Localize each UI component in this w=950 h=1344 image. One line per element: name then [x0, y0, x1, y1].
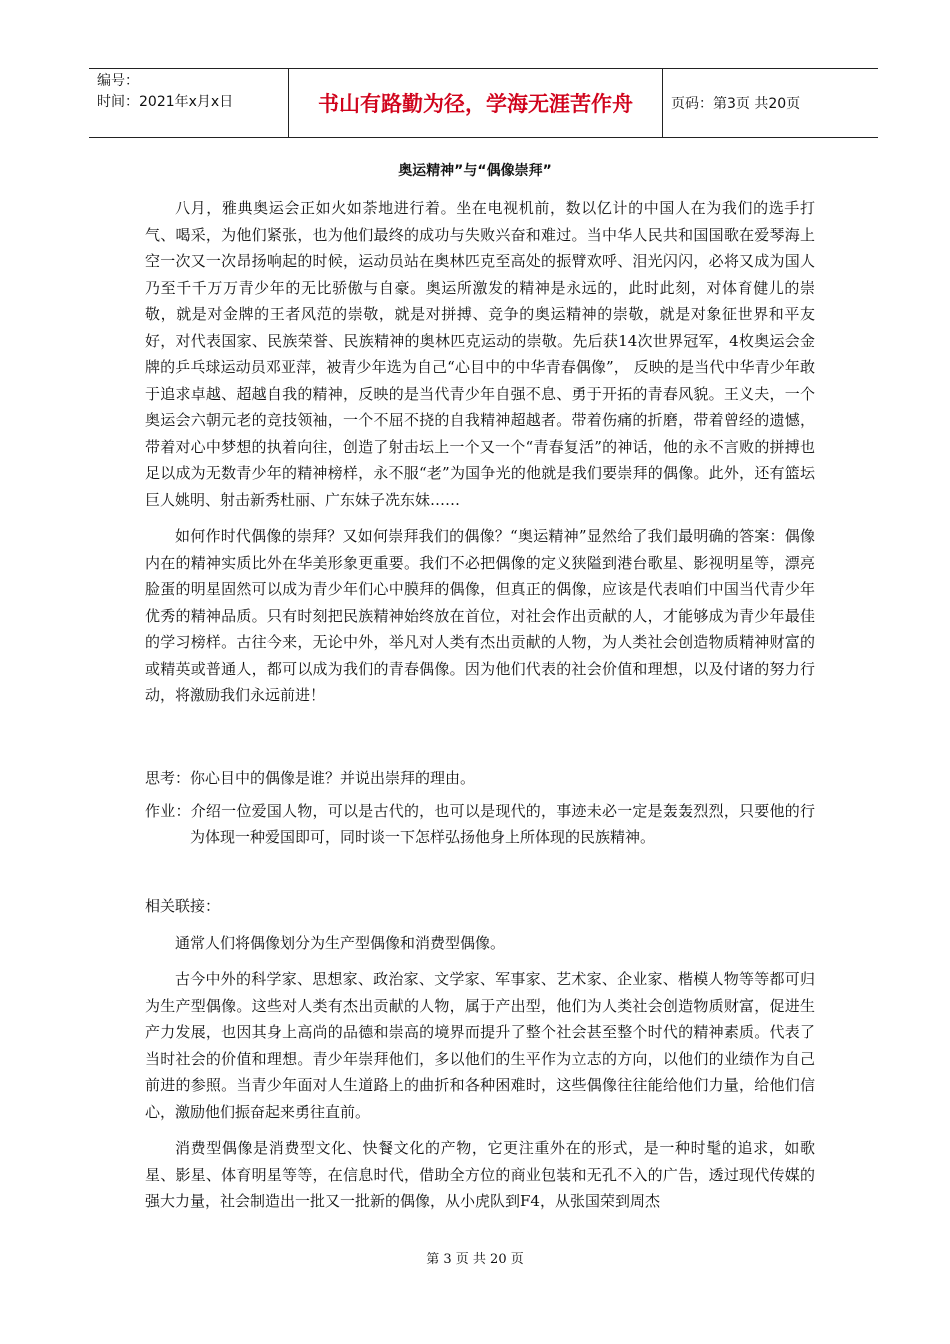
motto-text: 书山有路勤为径，学海无涯苦作舟	[318, 92, 633, 116]
links-paragraph-1: 通常人们将偶像划分为生产型偶像和消费型偶像。	[175, 933, 506, 952]
header-motto-cell	[289, 69, 663, 137]
related-links-label: 相关联接：	[145, 897, 221, 915]
article-body	[145, 195, 815, 709]
thinking-question: 思考：你心目中的偶像是谁？并说出崇拜的理由。	[145, 769, 476, 787]
header-page-cell	[663, 69, 878, 137]
time-label: 时间：2021年x月x日	[97, 94, 234, 110]
page-footer: 第 3 页 共 20 页	[426, 1252, 524, 1267]
serial-label: 编号：	[97, 73, 139, 89]
article-title: 奥运精神”与“偶像崇拜”	[398, 163, 552, 179]
body-paragraph-1: 八月，雅典奥运会正如火如荼地进行着。坐在电视机前，数以亿计的中国人在为我们的选手打气、喝采，为他们紧张，也为他们最终的成功与失败兴奋和难过。当中华人民共和国国歌在爱琴海上空一次又一次昂扬响起的时候，运动员站在奥林匹克至高处的振臂欢呼、泪光闪闪，必将又成为国人乃至千千万万青少年的无比骄傲与自豪。奥运所激发的精神是永远的，此时此刻，对体育健儿的崇敬，就是对金牌的王者风范的崇敬，就是对拼搏、竞争的奥运精神的崇敬，就是对象征世界和平友好，对代表国家、民族荣誉、民族精神的奥林匹克运动的崇敬。先后获14次世界冠军，4枚奥运会金牌的乒乓球运动员邓亚萍，被青少年选为自己“心目中的中华青春偶像”， 反映的是当代中华青少年敢于追求卓越、超越自我的精神，反映的是当代青少年自强不息、勇于开拓的青春风貌。王义夫，一个奥运会六朝元老的竞技领袖，一个不屈不挠的自我精神超越者。带着伤痛的折磨，带着曾经的遗憾，带着对心中梦想的执着向往，创造了射击坛上一个又一个“青春复活”的神话，他的永不言败的拼搏也足以成为无数青少年的精神榜样，永不服“老”为国争光的他就是我们要崇拜的偶像。此外，还有篮坛巨人姚明、射击新秀杜丽、广东妹子冼东妹……	[145, 199, 815, 509]
header-meta-cell	[89, 69, 289, 137]
related-links-section	[145, 893, 815, 1215]
exercise-section	[145, 765, 815, 851]
body-paragraph-2: 如何作时代偶像的崇拜？又如何崇拜我们的偶像？“奥运精神”显然给了我们最明确的答案：偶像内在的精神实质比外在华美形象更重要。我们不必把偶像的定义狭隘到港台歌星、影视明星等，漂亮脸蛋的明星固然可以成为青少年们心中膜拜的偶像，但真正的偶像，应该是代表咱们中国当代青少年优秀的精神品质。只有时刻把民族精神始终放在首位，对社会作出贡献的人，才能够成为青少年最佳的学习榜样。古往今来，无论中外，举凡对人类有杰出贡献的人物，为人类社会创造物质精神财富的或精英或普通人，都可以成为我们的青春偶像。因为他们代表的社会价值和理想，以及付诸的努力行动，将激励我们永远前进！	[145, 527, 815, 704]
page-info: 页码：第3页 共20页	[671, 96, 801, 112]
links-paragraph-3: 消费型偶像是消费型文化、快餐文化的产物，它更注重外在的形式，是一种时髦的追求，如歌星、影星、体育明星等等，在信息时代，借助全方位的商业包装和无孔不入的广告，透过现代传媒的强大力量，社会制造出一批又一批新的偶像，从小虎队到F4，从张国荣到周杰	[145, 1139, 815, 1210]
links-paragraph-2: 古今中外的科学家、思想家、政治家、文学家、军事家、艺术家、企业家、楷模人物等等都可归为生产型偶像。这些对人类有杰出贡献的人物，属于产出型，他们为人类社会创造物质财富，促进生产力发展，也因其身上高尚的品德和崇高的境界而提升了整个社会甚至整个时代的精神素质。代表了当时社会的价值和理想。青少年崇拜他们，多以他们的生平作为立志的方向，以他们的业绩作为自己前进的参照。当青少年面对人生道路上的曲折和各种困难时，这些偶像往往能给他们力量，给他们信心，激励他们振奋起来勇往直前。	[145, 970, 815, 1121]
header-table	[89, 68, 878, 138]
homework-text: 作业：介绍一位爱国人物，可以是古代的，也可以是现代的，事迹未必一定是轰轰烈烈，只要他的行为体现一种爱国即可，同时谈一下怎样弘扬他身上所体现的民族精神。	[145, 801, 815, 846]
